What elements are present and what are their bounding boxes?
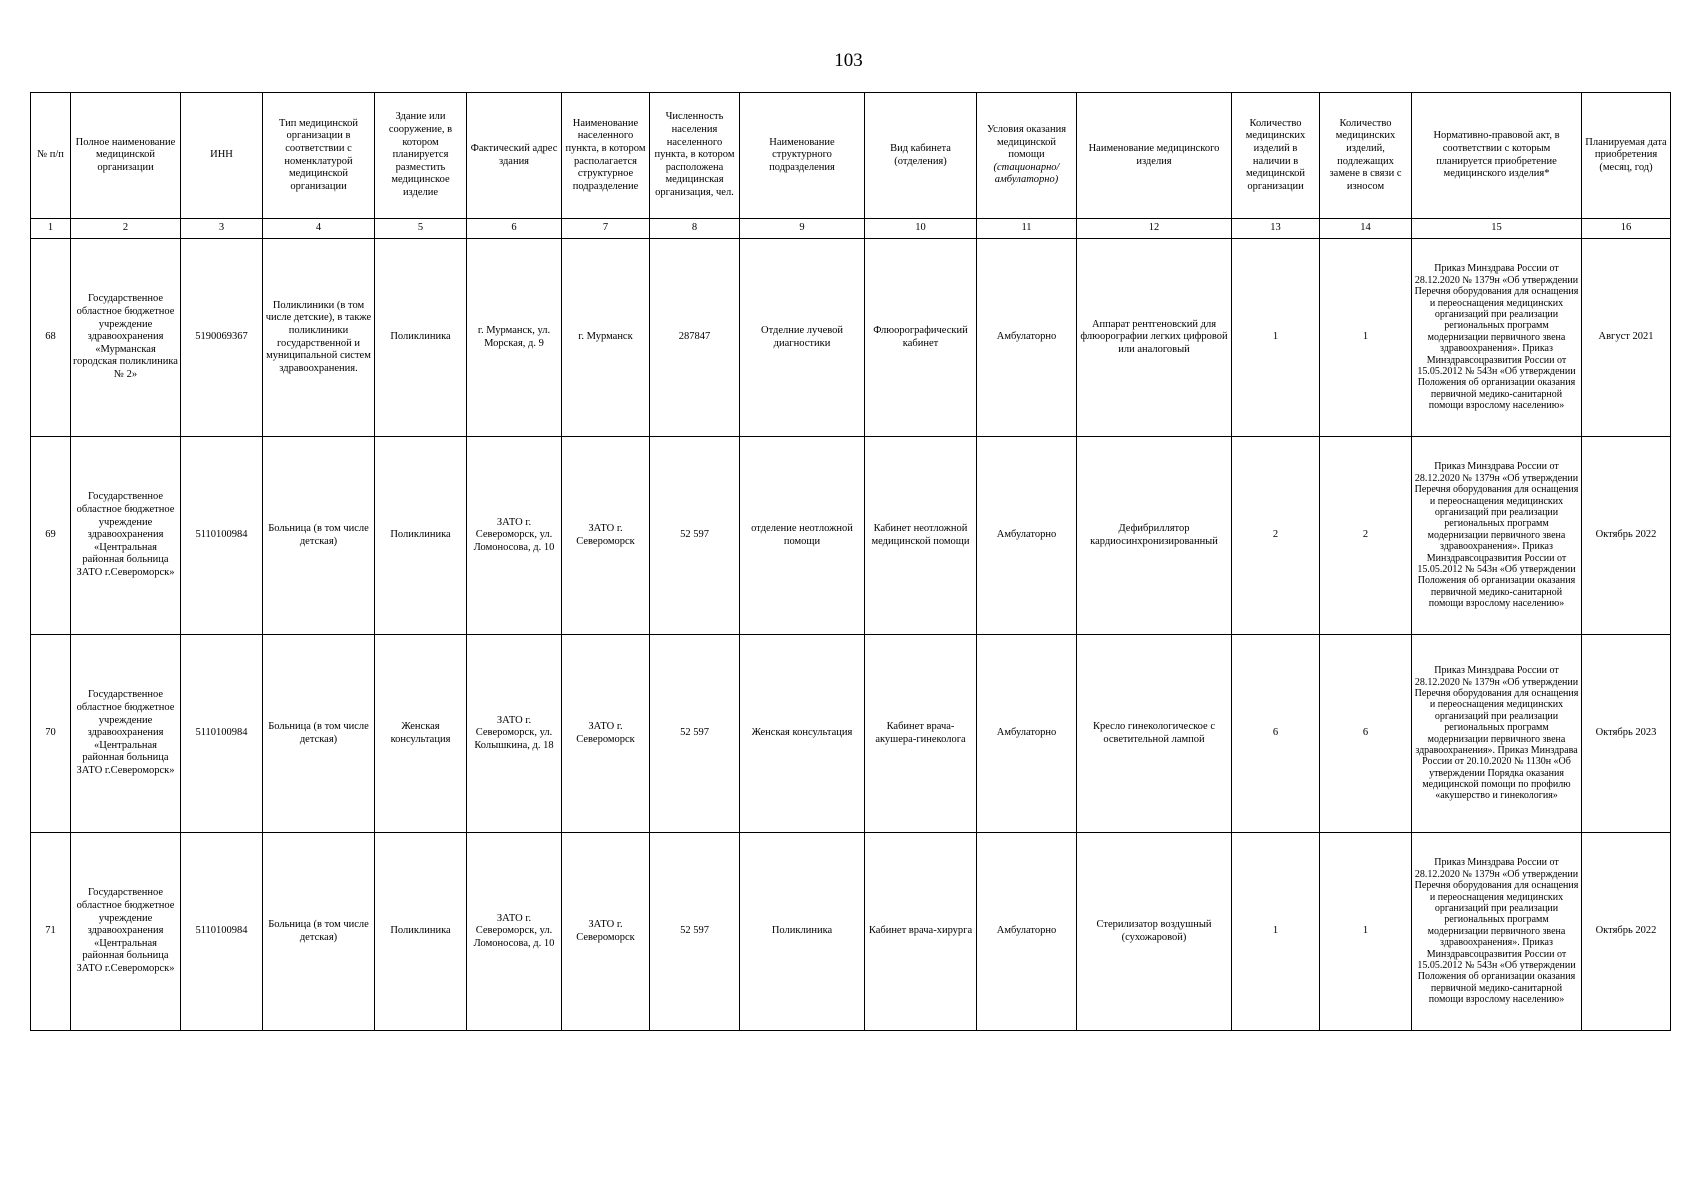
structural-unit: отделение неотложной помощи (740, 437, 865, 635)
settlement: ЗАТО г. Североморск (562, 833, 650, 1031)
header-cell: № п/п (31, 93, 71, 219)
settlement: г. Мурманск (562, 239, 650, 437)
address: ЗАТО г. Североморск, ул. Колышкина, д. 18 (467, 635, 562, 833)
building: Поликлиника (375, 437, 467, 635)
legal-act: Приказ Минздрава России от 28.12.2020 № 1379н «Об утверждении Перечня оборудования для оснащения и переоснащения медицинских организаций при реализации региональных программ модернизации первичного звена здравоохранения». Приказ Минздравсоцразвития России от 15.05.2012 № 543н «Об утверждении Положения об организации оказания первичной медико-санитарной помощи взрослому населению» (1412, 239, 1582, 437)
column-number: 11 (977, 219, 1077, 239)
header-conditions-italic: (стационарно/ амбулаторно) (993, 161, 1060, 186)
inn: 5190069367 (181, 239, 263, 437)
organization-type: Больница (в том числе детская) (263, 635, 375, 833)
organization-name: Государственное областное бюджетное учреждение здравоохранения «Центральная районная больница ЗАТО г.Североморск» (71, 833, 181, 1031)
header-cell: Полное наименование медицинской организации (71, 93, 181, 219)
header-cell: Наименование структурного подразделения (740, 93, 865, 219)
planned-date: Октябрь 2023 (1582, 635, 1671, 833)
header-cell: Наименование населенного пункта, в котором располагается структурное подразделение (562, 93, 650, 219)
inn: 5110100984 (181, 635, 263, 833)
header-cell: Планируемая дата приобретения (месяц, год) (1582, 93, 1671, 219)
header-cell: Количество медицинских изделий, подлежащих замене в связи с износом (1320, 93, 1412, 219)
header-cell: Численность населения населенного пункта, в котором расположена медицинская организация, чел. (650, 93, 740, 219)
structural-unit: Женская консультация (740, 635, 865, 833)
care-conditions: Амбулаторно (977, 239, 1077, 437)
cabinet-type: Флюорографический кабинет (865, 239, 977, 437)
column-number: 2 (71, 219, 181, 239)
organization-type: Поликлиники (в том числе детские), в также поликлиники государственной и муниципальной систем здравоохранения. (263, 239, 375, 437)
column-number: 7 (562, 219, 650, 239)
organization-type: Больница (в том числе детская) (263, 437, 375, 635)
device-name: Аппарат рентгеновский для флюорографии легких цифровой или аналоговый (1077, 239, 1232, 437)
row-number: 69 (31, 437, 71, 635)
devices-available: 1 (1232, 239, 1320, 437)
building: Поликлиника (375, 239, 467, 437)
device-name: Кресло гинекологическое с осветительной лампой (1077, 635, 1232, 833)
organization-type: Больница (в том числе детская) (263, 833, 375, 1031)
column-number: 4 (263, 219, 375, 239)
population: 52 597 (650, 833, 740, 1031)
device-name: Стерилизатор воздушный (сухожаровой) (1077, 833, 1232, 1031)
population: 287847 (650, 239, 740, 437)
care-conditions: Амбулаторно (977, 833, 1077, 1031)
building: Поликлиника (375, 833, 467, 1031)
inn: 5110100984 (181, 437, 263, 635)
table-row (31, 833, 1671, 1031)
planned-date: Август 2021 (1582, 239, 1671, 437)
devices-to-replace: 2 (1320, 437, 1412, 635)
table-row (31, 239, 1671, 437)
devices-available: 1 (1232, 833, 1320, 1031)
header-cell: Вид кабинета (отделения) (865, 93, 977, 219)
header-cell: Тип медицинской организации в соответствии с номенклатурой медицинской организации (263, 93, 375, 219)
building: Женская консультация (375, 635, 467, 833)
column-number: 9 (740, 219, 865, 239)
settlement: ЗАТО г. Североморск (562, 437, 650, 635)
column-number: 14 (1320, 219, 1412, 239)
cabinet-type: Кабинет врача-акушера-гинеколога (865, 635, 977, 833)
address: ЗАТО г. Североморск, ул. Ломоносова, д. 10 (467, 833, 562, 1031)
column-number-row (31, 219, 1671, 239)
structural-unit: Поликлиника (740, 833, 865, 1031)
legal-act: Приказ Минздрава России от 28.12.2020 № 1379н «Об утверждении Перечня оборудования для оснащения и переоснащения медицинских организаций при реализации региональных программ модернизации первичного звена здравоохранения». Приказ Минздравсоцразвития России от 15.05.2012 № 543н «Об утверждении Положения об организации оказания первичной медико-санитарной помощи взрослому населению» (1412, 437, 1582, 635)
structural-unit: Отделние лучевой диагностики (740, 239, 865, 437)
header-cell-conditions (977, 93, 1077, 219)
row-number: 68 (31, 239, 71, 437)
header-cell: Здание или сооружение, в котором планируется разместить медицинское изделие (375, 93, 467, 219)
column-number: 8 (650, 219, 740, 239)
header-cell: Фактический адрес здания (467, 93, 562, 219)
table-row (31, 635, 1671, 833)
column-number: 15 (1412, 219, 1582, 239)
cabinet-type: Кабинет неотложной медицинской помощи (865, 437, 977, 635)
settlement: ЗАТО г. Североморск (562, 635, 650, 833)
column-number: 1 (31, 219, 71, 239)
header-cell: Количество медицинских изделий в наличии в медицинской организации (1232, 93, 1320, 219)
address: ЗАТО г. Североморск, ул. Ломоносова, д. 10 (467, 437, 562, 635)
column-number: 16 (1582, 219, 1671, 239)
table-header-row (31, 93, 1671, 219)
header-conditions-label: Условия оказания медицинской помощи (986, 124, 1067, 161)
devices-to-replace: 1 (1320, 239, 1412, 437)
cabinet-type: Кабинет врача-хирурга (865, 833, 977, 1031)
column-number: 12 (1077, 219, 1232, 239)
organization-name: Государственное областное бюджетное учреждение здравоохранения «Мурманская городская поликлиника № 2» (71, 239, 181, 437)
table-row (31, 437, 1671, 635)
medical-equipment-table (30, 92, 1671, 1031)
row-number: 70 (31, 635, 71, 833)
organization-name: Государственное областное бюджетное учреждение здравоохранения «Центральная районная больница ЗАТО г.Североморск» (71, 635, 181, 833)
row-number: 71 (31, 833, 71, 1031)
inn: 5110100984 (181, 833, 263, 1031)
page-number: 103 (834, 50, 863, 71)
column-number: 13 (1232, 219, 1320, 239)
devices-available: 2 (1232, 437, 1320, 635)
header-cell: Нормативно-правовой акт, в соответствии с которым планируется приобретение медицинского изделия* (1412, 93, 1582, 219)
header-cell: ИНН (181, 93, 263, 219)
column-number: 3 (181, 219, 263, 239)
organization-name: Государственное областное бюджетное учреждение здравоохранения «Центральная районная больница ЗАТО г.Североморск» (71, 437, 181, 635)
device-name: Дефибриллятор кардиосинхронизированный (1077, 437, 1232, 635)
care-conditions: Амбулаторно (977, 437, 1077, 635)
column-number: 10 (865, 219, 977, 239)
legal-act: Приказ Минздрава России от 28.12.2020 № 1379н «Об утверждении Перечня оборудования для оснащения и переоснащения медицинских организаций при реализации региональных программ модернизации первичного звена здравоохранения». Приказ Минздрава России от 20.10.2020 № 1130н «Об утверждении Порядка оказания медицинской помощи по профилю «акушерство и гинекология» (1412, 635, 1582, 833)
legal-act: Приказ Минздрава России от 28.12.2020 № 1379н «Об утверждении Перечня оборудования для оснащения и переоснащения медицинских организаций при реализации региональных программ модернизации первичного звена здравоохранения». Приказ Минздравсоцразвития России от 15.05.2012 № 543н «Об утверждении Положения об организации оказания первичной медико-санитарной помощи взрослому населению» (1412, 833, 1582, 1031)
planned-date: Октябрь 2022 (1582, 437, 1671, 635)
population: 52 597 (650, 635, 740, 833)
care-conditions: Амбулаторно (977, 635, 1077, 833)
column-number: 5 (375, 219, 467, 239)
header-cell: Наименование медицинского изделия (1077, 93, 1232, 219)
devices-to-replace: 1 (1320, 833, 1412, 1031)
devices-to-replace: 6 (1320, 635, 1412, 833)
devices-available: 6 (1232, 635, 1320, 833)
column-number: 6 (467, 219, 562, 239)
address: г. Мурманск, ул. Морская, д. 9 (467, 239, 562, 437)
population: 52 597 (650, 437, 740, 635)
planned-date: Октябрь 2022 (1582, 833, 1671, 1031)
